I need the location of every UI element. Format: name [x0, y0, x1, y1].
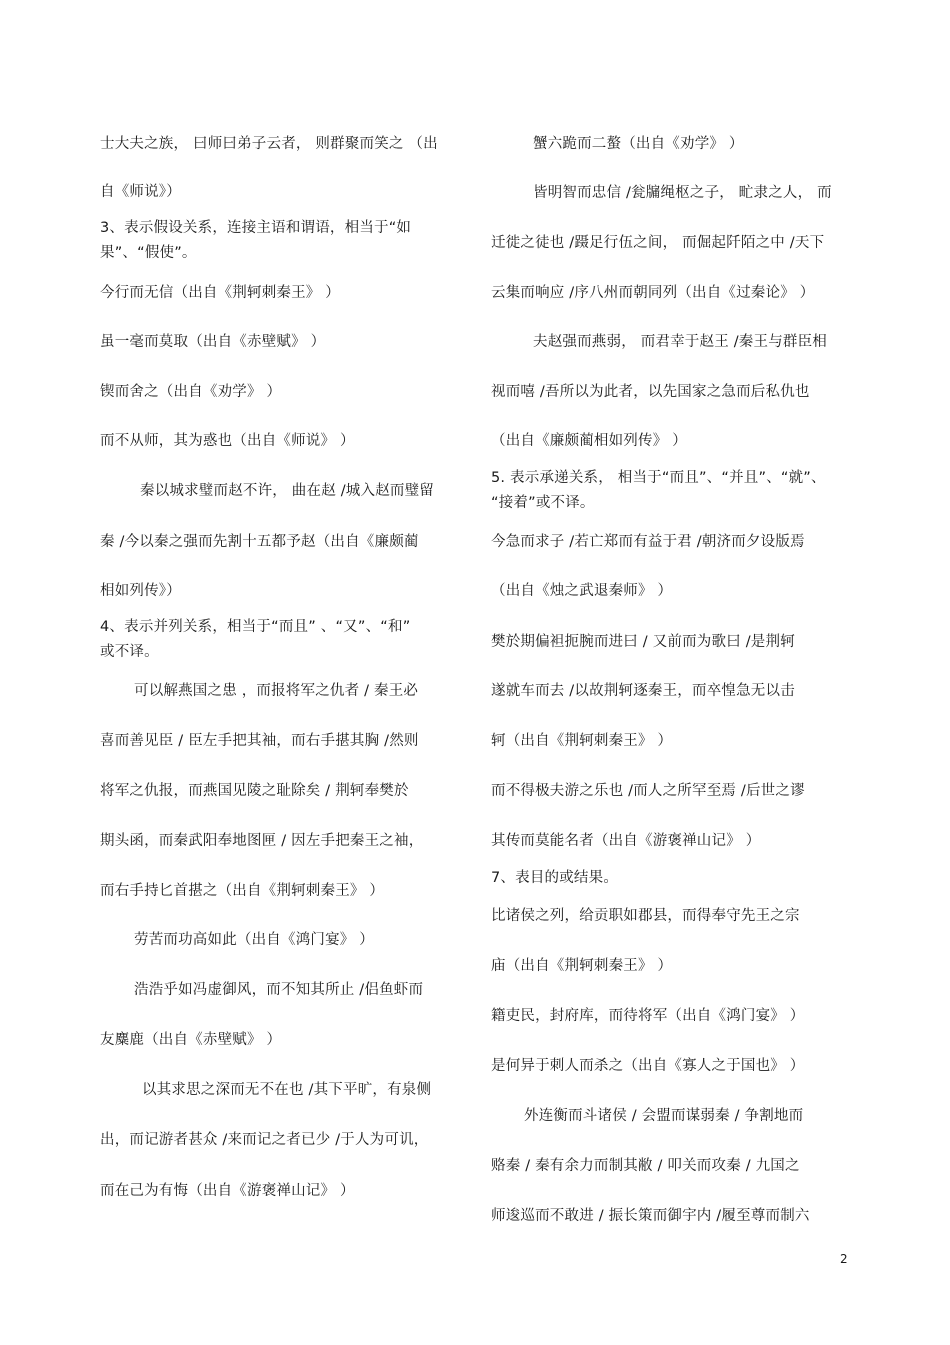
- text-line: 皆明智而忠信 /瓮牖绳枢之子， 甿隶之人， 而: [533, 185, 832, 201]
- text-line: 而不得极夫游之乐也 /而人之所罕至焉 /后世之谬: [491, 783, 805, 799]
- text-line: 浩浩乎如冯虚御风，而不知其所止 /侣鱼虾而: [134, 982, 424, 998]
- text-line: 遂就车而去 /以故荆轲逐秦王，而卒惶急无以击: [491, 683, 795, 699]
- text-line: 樊於期偏袒扼腕而进曰 / 又前而为歌曰 /是荆轲: [491, 634, 795, 650]
- text-line: 蟹六跪而二螯（出自《劝学》 ）: [533, 136, 744, 152]
- text-line: 可以解燕国之患 ，而报将军之仇者 / 秦王必: [134, 683, 419, 699]
- text-line: 4、表示并列关系，相当于“而且” 、“又”、“和”: [100, 619, 411, 635]
- text-line: “接着”或不译。: [491, 495, 595, 511]
- text-line: 夫赵强而燕弱， 而君幸于赵王 /秦王与群臣相: [533, 334, 828, 350]
- text-line: 士大夫之族， 曰师曰弟子云者， 则群聚而笑之 （出: [100, 136, 438, 152]
- text-line: 庙（出自《荆轲刺秦王》 ）: [491, 958, 673, 974]
- text-line: 期头函，而秦武阳奉地图匣 / 因左手把秦王之袖，: [100, 833, 424, 849]
- text-line: 视而嘻 /吾所以为此者，以先国家之急而后私仇也: [491, 384, 810, 400]
- text-line: 是何异于刺人而杀之（出自《寡人之于国也》 ）: [491, 1058, 805, 1074]
- text-line: 师逡巡而不敢进 / 振长策而御宇内 /履至尊而制六: [491, 1208, 810, 1224]
- text-line: 出，而记游者甚众 /来而记之者已少 /于人为可讥，: [100, 1132, 429, 1148]
- text-line: 相如列传》）: [100, 583, 181, 599]
- text-line: 迁徙之徒也 /蹑足行伍之间， 而倔起阡陌之中 /天下: [491, 235, 825, 251]
- text-line: 喜而善见臣 / 臣左手把其袖，而右手揕其胸 /然则: [100, 733, 419, 749]
- text-line: 其传而莫能名者（出自《游褒禅山记》 ）: [491, 833, 761, 849]
- text-line: 3、表示假设关系，连接主语和谓语，相当于“如: [100, 220, 412, 236]
- text-line: 自《师说》）: [100, 184, 181, 200]
- text-line: 今急而求子 /若亡郑而有益于君 /朝济而夕设版焉: [491, 534, 805, 550]
- text-line: 今行而无信（出自《荆轲刺秦王》 ）: [100, 285, 341, 301]
- text-line: 赂秦 / 秦有余力而制其敝 / 叩关而攻秦 / 九国之: [491, 1158, 800, 1174]
- text-line: 将军之仇报，而燕国见陵之耻除矣 / 荆轲奉樊於: [100, 783, 409, 799]
- text-line: 而在己为有悔（出自《游褒禅山记》 ）: [100, 1183, 355, 1199]
- text-line: 轲（出自《荆轲刺秦王》 ）: [491, 733, 673, 749]
- text-line: 而右手持匕首揕之（出自《荆轲刺秦王》 ）: [100, 883, 385, 899]
- text-line: 云集而响应 /序八州而朝同列（出自《过秦论》 ）: [491, 285, 815, 301]
- text-line: 秦以城求璧而赵不许， 曲在赵 /城入赵而璧留: [140, 483, 435, 499]
- text-line: 籍吏民，封府库，而待将军（出自《鸿门宴》 ）: [491, 1008, 805, 1024]
- text-line: 劳苦而功高如此（出自《鸿门宴》 ）: [134, 932, 375, 948]
- text-line: 7、表目的或结果。: [491, 870, 619, 886]
- text-line: 以其求思之深而无不在也 /其下平旷，有泉侧: [142, 1082, 432, 1098]
- text-line: 锲而舍之（出自《劝学》 ）: [100, 384, 282, 400]
- text-line: 虽一毫而莫取（出自《赤壁赋》 ）: [100, 334, 326, 350]
- text-line: （出自《烛之武退秦师》 ）: [491, 583, 673, 599]
- text-line: （出自《廉颇蔺相如列传》 ）: [491, 433, 687, 449]
- text-line: 而不从师，其为惑也（出自《师说》 ）: [100, 433, 355, 449]
- text-line: 果”、“假使”。: [100, 245, 197, 261]
- text-line: 外连衡而斗诸侯 / 会盟而谋弱秦 / 争割地而: [524, 1108, 804, 1124]
- text-line: 5. 表示承递关系， 相当于“而且”、“并且”、“就”、: [491, 470, 826, 486]
- page-number: 2: [840, 1252, 848, 1266]
- text-line: 秦 /今以秦之强而先割十五都予赵（出自《廉颇蔺: [100, 534, 419, 550]
- text-line: 比诸侯之列，给贡职如郡县，而得奉守先王之宗: [491, 908, 800, 924]
- text-line: 或不译。: [100, 644, 159, 660]
- text-line: 友麋鹿（出自《赤壁赋》 ）: [100, 1032, 282, 1048]
